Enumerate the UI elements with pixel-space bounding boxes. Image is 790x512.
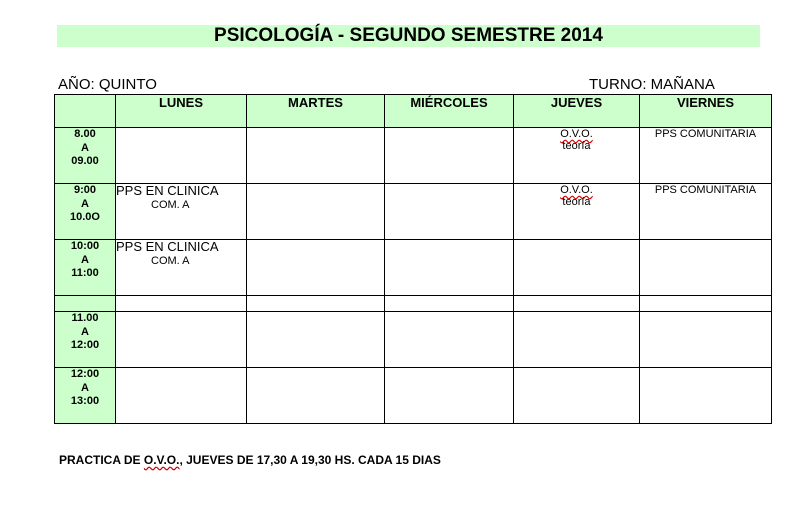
day-header-lunes: LUNES [116, 95, 247, 128]
cell-lunes [116, 128, 247, 184]
cell-jueves [514, 312, 640, 368]
cell-jueves [514, 240, 640, 296]
schedule-table [54, 94, 772, 424]
cell-viernes-pps: PPS COMUNITARIA [640, 184, 772, 240]
table-row [55, 240, 772, 296]
day-header-viernes: VIERNES [640, 95, 772, 128]
cell-miercoles [385, 312, 514, 368]
cell-jueves [514, 368, 640, 424]
cell-martes [247, 312, 385, 368]
cell-viernes-pps: PPS COMUNITARIA [640, 128, 772, 184]
cell-martes [247, 240, 385, 296]
time-cell: 11.00 A 12:00 [55, 312, 116, 368]
cell-martes [247, 128, 385, 184]
cell-lunes-clinica: PPS EN CLINICA COM. A [116, 184, 247, 240]
cell-lunes [116, 368, 247, 424]
cell-miercoles [385, 128, 514, 184]
cell-jueves-ovo: O.V.O. teoría [514, 128, 640, 184]
corner-cell [55, 95, 116, 128]
table-row [55, 368, 772, 424]
shift-label: TURNO: MAÑANA [589, 76, 715, 93]
table-row [55, 128, 772, 184]
table-row [55, 184, 772, 240]
cell-jueves-ovo: O.V.O. teoría [514, 184, 640, 240]
cell-lunes [116, 312, 247, 368]
cell-martes [247, 368, 385, 424]
cell-miercoles [385, 368, 514, 424]
cell-miercoles [385, 184, 514, 240]
header-row [55, 95, 772, 128]
cell-viernes [640, 240, 772, 296]
day-header-jueves: JUEVES [514, 95, 640, 128]
day-header-miercoles: MIÉRCOLES [385, 95, 514, 128]
time-cell: 10:00 A 11:00 [55, 240, 116, 296]
time-cell: 9:00 A 10.0O [55, 184, 116, 240]
cell-miercoles [385, 240, 514, 296]
time-cell: 8.00 A 09.00 [55, 128, 116, 184]
cell-viernes [640, 368, 772, 424]
table-row [55, 312, 772, 368]
cell-viernes [640, 312, 772, 368]
footer-note: PRACTICA DE O.V.O., JUEVES DE 17,30 A 19,30 HS. CADA 15 DIAS [59, 453, 441, 467]
spacer-row [55, 296, 772, 312]
time-cell: 12:00 A 13:00 [55, 368, 116, 424]
cell-lunes-clinica: PPS EN CLINICA COM. A [116, 240, 247, 296]
day-header-martes: MARTES [247, 95, 385, 128]
cell-martes [247, 184, 385, 240]
year-label: AÑO: QUINTO [58, 76, 157, 93]
page-title: PSICOLOGÍA - SEGUNDO SEMESTRE 2014 [57, 25, 760, 47]
